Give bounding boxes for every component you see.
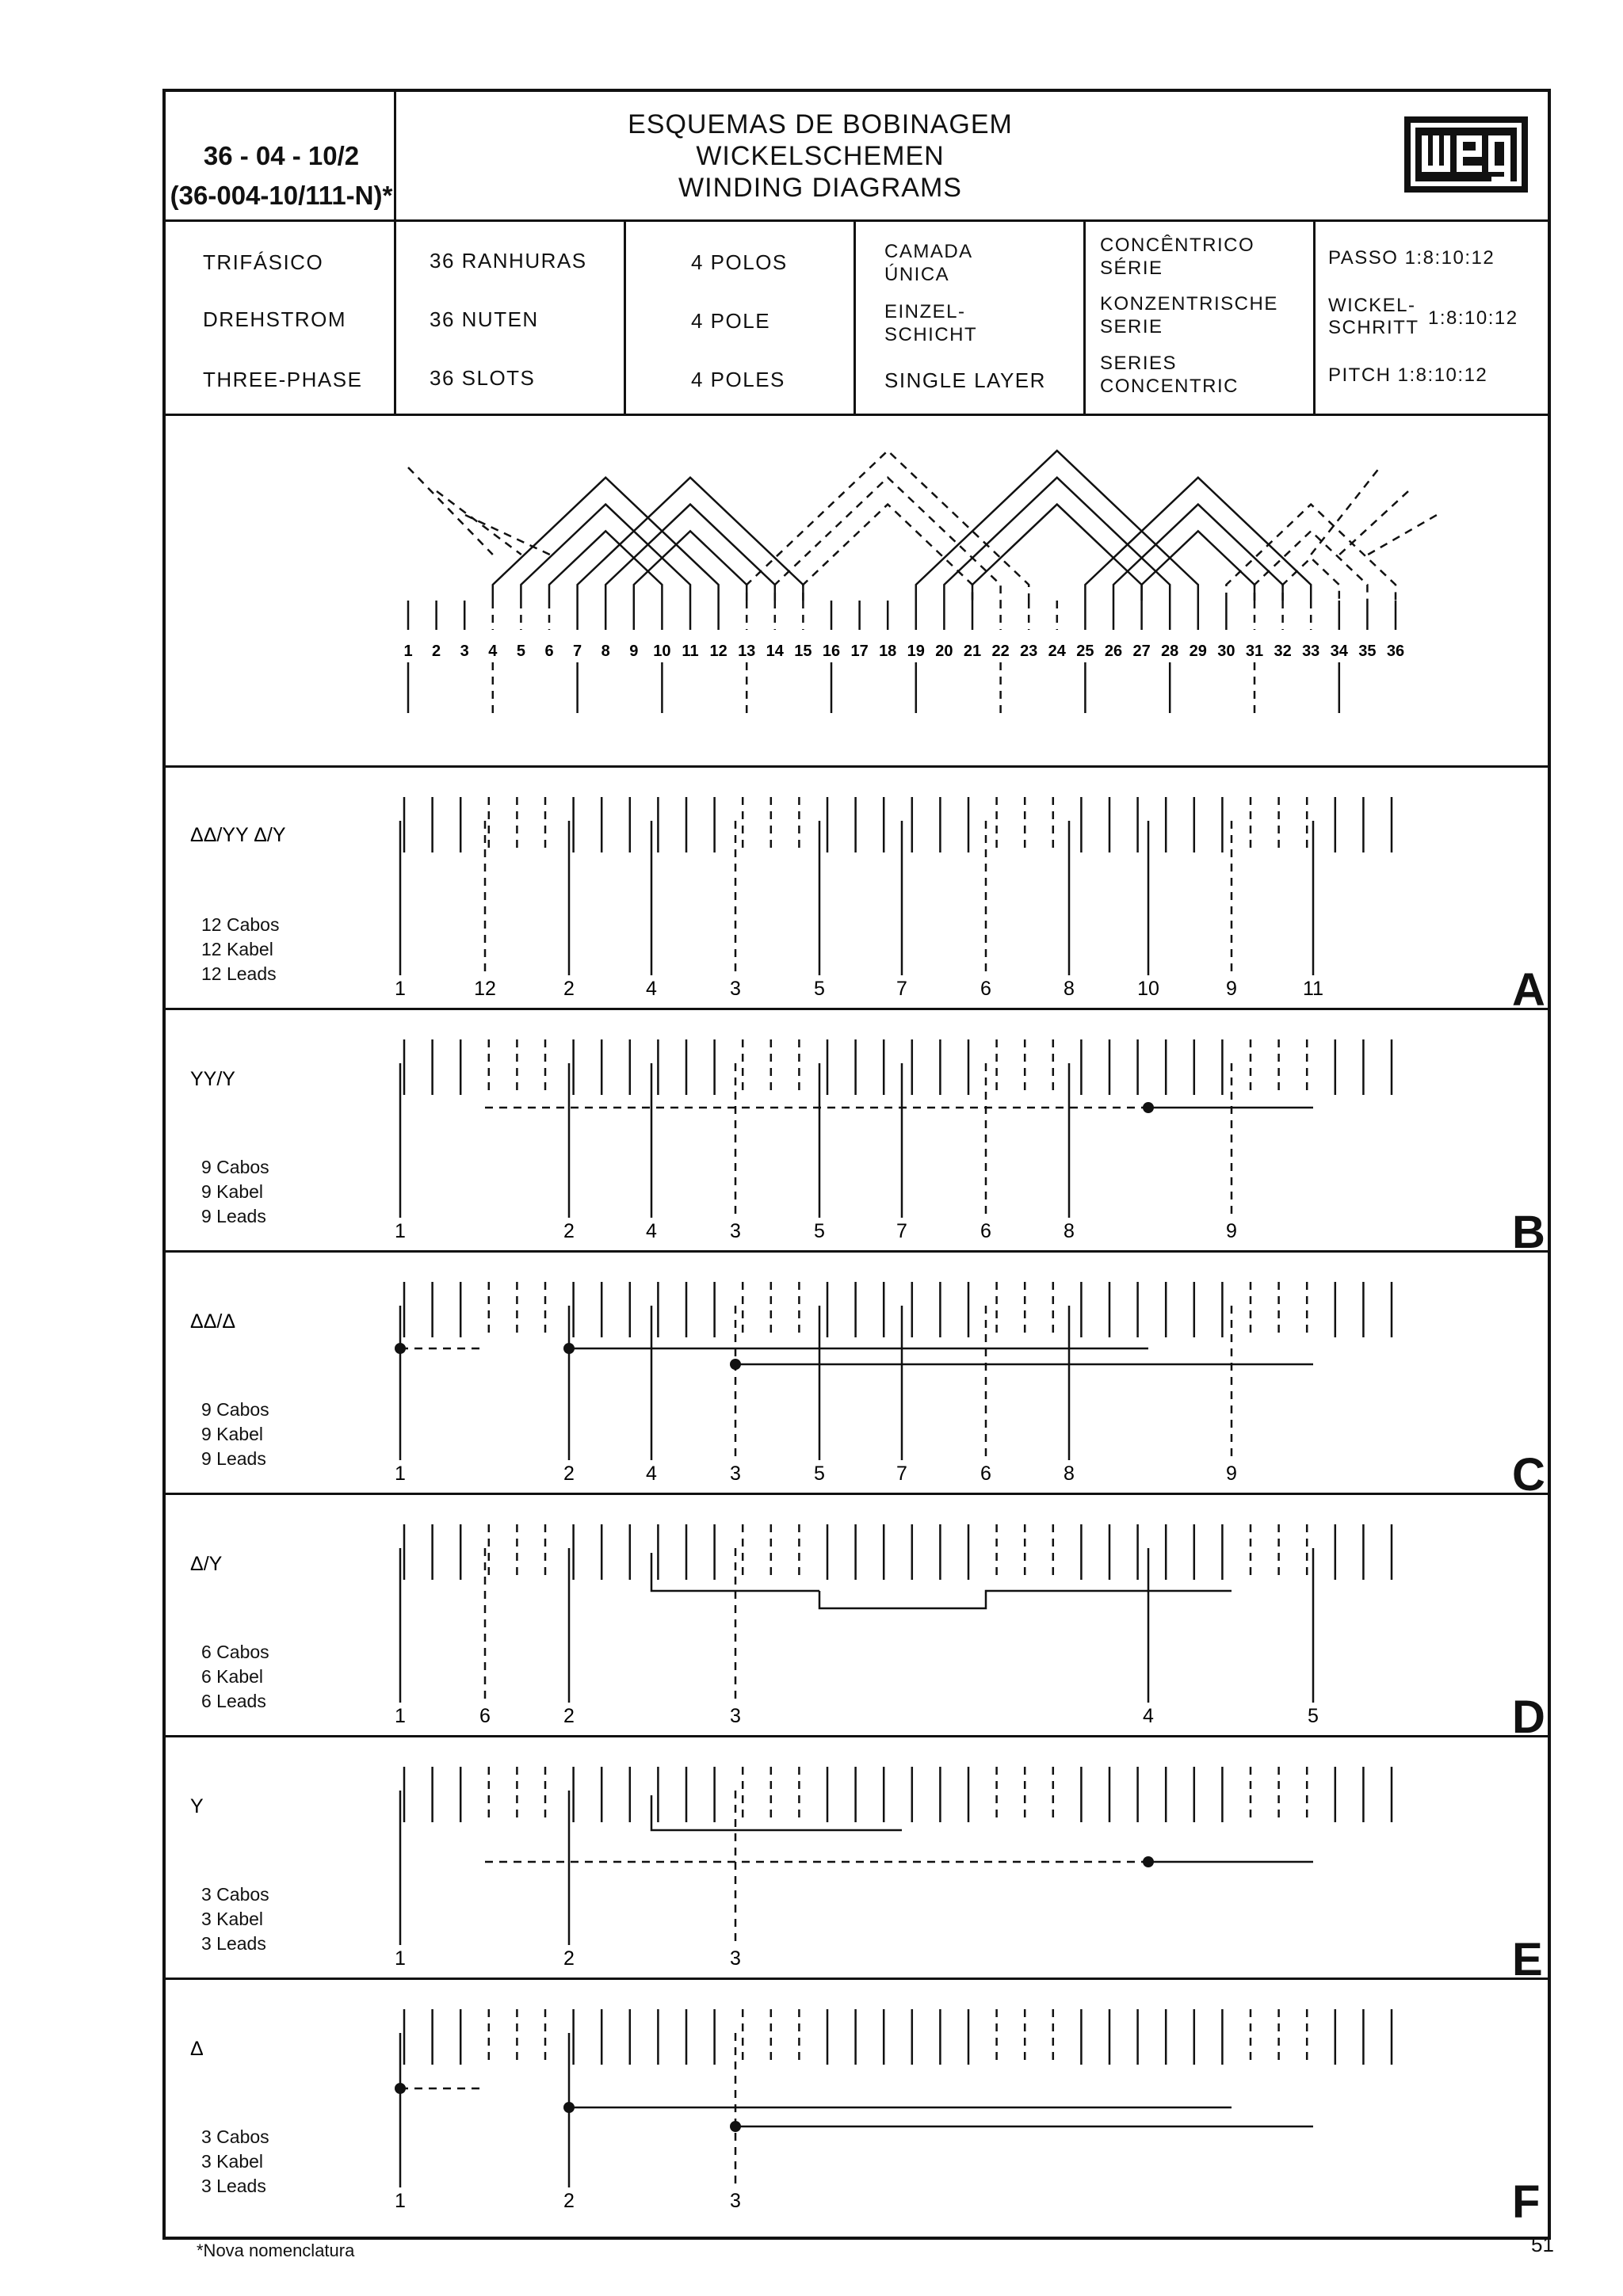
- lead-number: 3: [730, 1705, 741, 1727]
- lead-number: 2: [563, 1463, 575, 1485]
- leads-e-2: 3 Kabel: [201, 1909, 264, 1929]
- page-number: 51: [1531, 2233, 1554, 2256]
- lead-number: 8: [1064, 1463, 1075, 1485]
- leads-b-2: 9 Kabel: [201, 1181, 264, 1202]
- type-de-1: KONZENTRISCHE: [1100, 293, 1278, 315]
- coil-group-4: [916, 451, 1198, 601]
- lead-number: 3: [730, 1463, 741, 1485]
- pitch-de-value: 1:8:10:12: [1428, 307, 1518, 329]
- lead-number: 7: [896, 1463, 907, 1485]
- leads-b-3: 9 Leads: [201, 1206, 266, 1226]
- coil-group-1: [493, 478, 719, 601]
- slot-number: 4: [488, 643, 498, 660]
- lead-number: 2: [563, 1947, 575, 1970]
- slot-number: 9: [629, 643, 639, 660]
- slot-number: 2: [432, 643, 441, 660]
- lead-number: 1: [395, 1220, 406, 1242]
- pitch-en: PITCH 1:8:10:12: [1328, 364, 1488, 386]
- connection-letter-a: A: [1512, 964, 1545, 1016]
- slot-number: 15: [794, 643, 812, 660]
- connection-letter-c: C: [1512, 1449, 1545, 1501]
- connection-symbol: Y: [190, 1795, 204, 1817]
- lead-number: 1: [395, 1705, 406, 1727]
- coil-group-4: [944, 478, 1170, 601]
- layer-de-2: SCHICHT: [884, 324, 978, 345]
- lead-number: 2: [563, 1705, 575, 1727]
- connection-letter-b: B: [1512, 1207, 1545, 1258]
- leads-c-3: 9 Leads: [201, 1448, 266, 1469]
- lead-number: 2: [563, 978, 575, 1000]
- coil-group-3: [803, 505, 972, 601]
- slot-number: 7: [573, 643, 582, 660]
- slot-number: 13: [738, 643, 756, 660]
- lead-number: 1: [395, 2190, 406, 2212]
- lead-number: 5: [1308, 1705, 1319, 1727]
- lead-number: 6: [479, 1705, 491, 1727]
- slots-en: 36 SLOTS: [430, 366, 536, 390]
- phase-de: DREHSTROM: [203, 307, 347, 331]
- slot-number: 20: [935, 643, 953, 660]
- leads-d-3: 6 Leads: [201, 1691, 266, 1711]
- slot-number: 1: [403, 643, 413, 660]
- slot-number: 21: [963, 643, 982, 660]
- lead-number: 8: [1064, 1220, 1075, 1242]
- lead-number: 6: [980, 978, 991, 1000]
- slot-number: 16: [822, 643, 841, 660]
- slots-de: 36 NUTEN: [430, 307, 539, 331]
- lead-number: 9: [1226, 978, 1237, 1000]
- poles-pt: 4 POLOS: [691, 250, 788, 274]
- slot-number: 8: [601, 643, 610, 660]
- type-pt-1: CONCÊNTRICO: [1100, 235, 1255, 256]
- slot-number: 11: [682, 643, 699, 660]
- lead-number: 2: [563, 2190, 575, 2212]
- leads-a-3: 12 Leads: [201, 963, 277, 984]
- lead-number: 7: [896, 978, 907, 1000]
- lead-number: 5: [814, 1220, 825, 1242]
- poles-en: 4 POLES: [691, 368, 785, 391]
- slot-number: 12: [709, 643, 727, 660]
- lead-number: 8: [1064, 978, 1075, 1000]
- slot-number: 27: [1132, 643, 1151, 660]
- leads-e-3: 3 Leads: [201, 1933, 266, 1954]
- slot-number: 29: [1189, 643, 1207, 660]
- lead-number: 9: [1226, 1463, 1237, 1485]
- coil-group-3: [775, 478, 1001, 601]
- slot-number: 26: [1104, 643, 1123, 660]
- lead-number: 10: [1137, 978, 1159, 1000]
- slot-number: 36: [1386, 643, 1405, 660]
- slot-number: 22: [991, 643, 1010, 660]
- coil-group-2: [578, 478, 804, 601]
- junction-dot: [563, 1343, 575, 1354]
- title-pt: ESQUEMAS DE BOBINAGEM: [628, 109, 1013, 139]
- star-point: [1143, 1102, 1154, 1113]
- lead-number: 4: [646, 1220, 657, 1242]
- lead-number: 3: [730, 1947, 741, 1970]
- lead-number: 5: [814, 1463, 825, 1485]
- lead-number: 4: [1143, 1705, 1154, 1727]
- slot-number: 23: [1020, 643, 1038, 660]
- connection-letter-e: E: [1512, 1934, 1543, 1985]
- junction-dot: [563, 2102, 575, 2113]
- lead-number: 6: [980, 1220, 991, 1242]
- slot-number: 17: [850, 643, 869, 660]
- connection-letter-d: D: [1512, 1691, 1545, 1743]
- coil-wrap-left: [408, 467, 493, 555]
- layer-pt-2: ÚNICA: [884, 264, 950, 285]
- coil-wrap-right: [1311, 467, 1380, 555]
- layer-en: SINGLE LAYER: [884, 368, 1046, 392]
- lead-number: 3: [730, 1220, 741, 1242]
- lead-number: 1: [395, 1947, 406, 1970]
- star-point-e: [1143, 1856, 1154, 1867]
- leads-a-2: 12 Kabel: [201, 939, 273, 959]
- delta-link: [651, 1553, 819, 1591]
- slot-number: 18: [879, 643, 897, 660]
- slot-number: 30: [1217, 643, 1235, 660]
- poles-de: 4 POLE: [691, 309, 771, 333]
- type-pt-2: SÉRIE: [1100, 257, 1163, 279]
- pitch-de-label-1: WICKEL-: [1328, 295, 1416, 316]
- connection-symbol: YY/Y: [190, 1068, 235, 1090]
- lead-number: 7: [896, 1220, 907, 1242]
- lead-number: 12: [474, 978, 496, 1000]
- leads-c-2: 9 Kabel: [201, 1424, 264, 1444]
- junction-dot: [395, 2083, 406, 2094]
- diagram-code-new: (36-004-10/111-N)*: [170, 181, 393, 210]
- leads-d-1: 6 Cabos: [201, 1642, 269, 1662]
- slot-number: 31: [1245, 643, 1264, 660]
- layer-de-1: EINZEL-: [884, 301, 966, 322]
- leads-f-1: 3 Cabos: [201, 2126, 269, 2147]
- lead-number: 1: [395, 1463, 406, 1485]
- slot-number: 10: [653, 643, 671, 660]
- lead-number: 6: [980, 1463, 991, 1485]
- layer-pt-1: CAMADA: [884, 241, 973, 262]
- title-en: WINDING DIAGRAMS: [678, 173, 962, 203]
- leads-f-2: 3 Kabel: [201, 2151, 264, 2172]
- leads-b-1: 9 Cabos: [201, 1157, 269, 1177]
- connection-symbol: ΔΔ/Δ: [190, 1310, 236, 1333]
- connection-letter-f: F: [1512, 2176, 1541, 2228]
- connection-symbol: ΔΔ/YY Δ/Y: [190, 824, 286, 846]
- leads-f-3: 3 Leads: [201, 2176, 266, 2196]
- slot-number: 14: [766, 643, 784, 660]
- slots-pt: 36 RANHURAS: [430, 249, 587, 273]
- slot-number: 19: [907, 643, 925, 660]
- lead-number: 1: [395, 978, 406, 1000]
- lead-number: 11: [1303, 978, 1323, 1000]
- pitch-de-label-2: SCHRITT: [1328, 317, 1419, 338]
- lead-number: 5: [814, 978, 825, 1000]
- diagram-code: 36 - 04 - 10/2: [203, 141, 360, 170]
- junction-dot: [730, 2121, 741, 2132]
- lead-number: 9: [1226, 1220, 1237, 1242]
- coil-group-3: [747, 451, 1029, 601]
- title-de: WICKELSCHEMEN: [696, 141, 945, 171]
- coil-wrap-left: [437, 491, 521, 555]
- lead-number: 3: [730, 978, 741, 1000]
- junction-dot: [730, 1359, 741, 1370]
- slot-number: 28: [1161, 643, 1179, 660]
- type-en-1: SERIES: [1100, 353, 1178, 374]
- type-en-2: CONCENTRIC: [1100, 376, 1239, 397]
- slot-number: 35: [1358, 643, 1377, 660]
- coil-group-5: [1085, 478, 1311, 601]
- slot-number: 5: [516, 643, 525, 660]
- slot-number: 34: [1330, 643, 1348, 660]
- leads-e-1: 3 Cabos: [201, 1884, 269, 1905]
- connection-symbol: Δ: [190, 2038, 204, 2060]
- coil-wrap-right: [1368, 515, 1437, 555]
- slot-number: 6: [544, 643, 554, 660]
- slot-number: 33: [1302, 643, 1320, 660]
- coil-wrap-right: [1339, 491, 1408, 555]
- leads-d-2: 6 Kabel: [201, 1666, 264, 1687]
- coil-group-4: [972, 505, 1142, 601]
- lead-number: 3: [730, 2190, 741, 2212]
- slot-number: 32: [1274, 643, 1292, 660]
- type-de-2: SERIE: [1100, 316, 1163, 338]
- phase-en: THREE-PHASE: [203, 368, 363, 391]
- footnote: *Nova nomenclatura: [197, 2241, 355, 2260]
- leads-c-1: 9 Cabos: [201, 1399, 269, 1420]
- pitch-pt: PASSO 1:8:10:12: [1328, 247, 1495, 269]
- leads-a-1: 12 Cabos: [201, 914, 280, 935]
- lead-number: 4: [646, 1463, 657, 1485]
- slot-number: 3: [460, 643, 469, 660]
- lead-number: 4: [646, 978, 657, 1000]
- junction-dot: [395, 1343, 406, 1354]
- delta-link: [819, 1591, 1232, 1608]
- lead-number: 2: [563, 1220, 575, 1242]
- connection-symbol: Δ/Y: [190, 1553, 223, 1575]
- phase-pt: TRIFÁSICO: [203, 250, 324, 274]
- slot-number: 24: [1048, 643, 1066, 660]
- star-link: [651, 1795, 902, 1830]
- slot-number: 25: [1076, 643, 1094, 660]
- coil-wrap-left: [465, 515, 550, 555]
